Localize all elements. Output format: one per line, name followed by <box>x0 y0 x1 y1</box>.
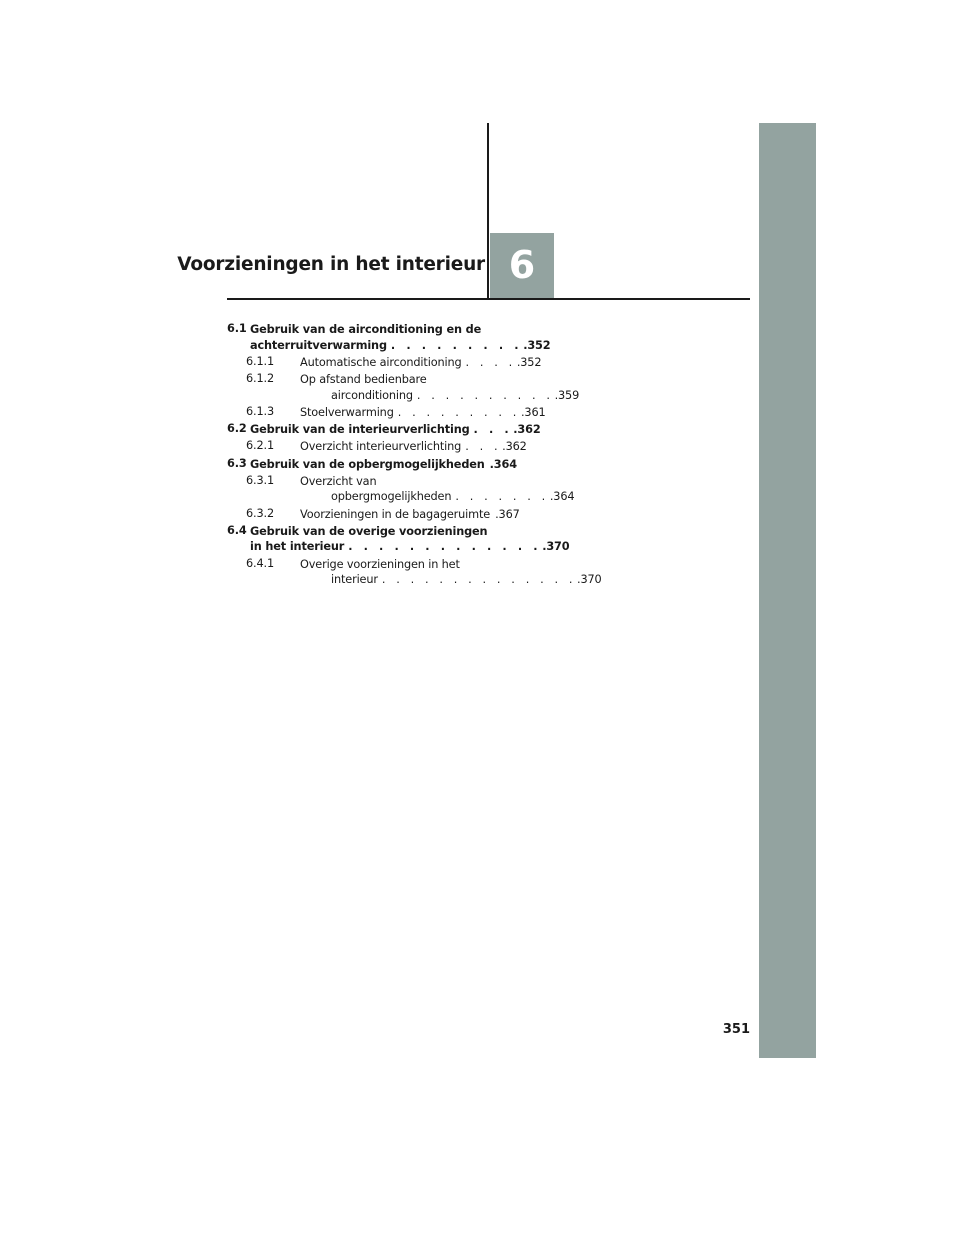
toc-number: 6.3 <box>227 456 247 470</box>
toc-number: 6.1.1 <box>246 354 274 368</box>
toc-text: opbergmogelijkheden <box>331 490 452 504</box>
toc-number: 6.1.2 <box>246 372 274 386</box>
toc-entry-6-2[interactable] <box>227 422 541 438</box>
toc-number: 6.1.3 <box>246 404 274 418</box>
toc-page: .352 <box>523 338 551 352</box>
toc-leader-dots: . . . <box>473 423 513 437</box>
toc-number: 6.4.1 <box>246 556 274 570</box>
toc-text: interieur <box>331 573 378 587</box>
toc-leader-dots: . . . . <box>465 355 516 369</box>
toc-entry-6-4-1[interactable] <box>227 556 602 588</box>
toc-page: .359 <box>554 388 580 402</box>
toc-number: 6.4 <box>227 523 247 537</box>
toc-leader-dots: . . . <box>465 440 502 454</box>
toc-leader-dots: . . . . . . . . . <box>390 338 523 352</box>
toc-entry-6-3[interactable] <box>227 456 517 473</box>
toc-text: in het interieur <box>250 540 345 554</box>
page-number: 351 <box>722 1022 750 1037</box>
toc-number: 6.3.2 <box>246 506 274 520</box>
toc-leader-dots: . . . . . . . . . <box>397 405 520 419</box>
toc-entry-6-1-2[interactable] <box>227 372 580 403</box>
toc-entry-6-1-1[interactable] <box>227 354 542 371</box>
toc-text: airconditioning <box>331 388 413 402</box>
toc-number: 6.3.1 <box>246 473 274 487</box>
toc-page: .370 <box>542 540 570 554</box>
toc-text: Overzicht interieurverlichting <box>300 440 462 454</box>
toc-number: 6.1 <box>227 322 247 335</box>
chapter-title: Voorzieningen in het interieur <box>177 254 485 275</box>
header-vertical-rule <box>487 123 489 300</box>
toc-text: Gebruik van de overige voorzieningen <box>250 524 488 538</box>
toc-page: .352 <box>516 355 542 369</box>
toc-text: Gebruik van de interieurverlichting <box>250 423 470 437</box>
toc-text: Automatische airconditioning <box>300 355 462 369</box>
toc-text: Op afstand bedienbare <box>300 373 427 387</box>
toc-text: Gebruik van de opbergmogelijkheden <box>250 457 485 471</box>
toc-leader-dots: . . . . . . . . . . . . . <box>348 540 542 554</box>
table-of-contents <box>227 322 602 588</box>
toc-entry-6-1-3[interactable] <box>227 404 546 421</box>
toc-text: Stoelverwarming <box>300 405 394 419</box>
toc-entry-6-3-1[interactable] <box>227 473 575 505</box>
toc-number: 6.2.1 <box>246 439 274 453</box>
toc-leader-dots: . . . . . . . <box>455 490 549 504</box>
toc-entry-6-2-1[interactable] <box>227 439 527 455</box>
toc-page: .362 <box>502 440 527 454</box>
toc-leader-dots: . . . . . . . . . . <box>416 388 554 402</box>
toc-page: .370 <box>577 573 602 587</box>
toc-page: .361 <box>520 405 546 419</box>
toc-entry-6-4[interactable] <box>227 523 570 555</box>
toc-text: Gebruik van de airconditioning en de <box>250 323 482 336</box>
header-horizontal-rule <box>227 298 750 300</box>
toc-page: .364 <box>549 490 575 504</box>
toc-page: .367 <box>495 507 520 521</box>
toc-entry-6-1[interactable] <box>227 322 551 353</box>
toc-page: .362 <box>513 423 541 437</box>
toc-entry-6-3-2[interactable] <box>227 506 520 523</box>
toc-number: 6.2 <box>227 422 247 436</box>
toc-text: achterruitverwarming <box>250 338 387 352</box>
toc-page: .364 <box>489 457 517 471</box>
chapter-side-tab <box>759 123 816 1058</box>
chapter-number-badge: 6 <box>490 233 554 298</box>
toc-leader-dots: . . . . . . . . . . . . . . <box>381 573 577 587</box>
toc-text: Overzicht van <box>300 474 377 488</box>
toc-text: Voorzieningen in de bagageruimte <box>300 507 491 521</box>
toc-text: Overige voorzieningen in het <box>300 557 460 571</box>
